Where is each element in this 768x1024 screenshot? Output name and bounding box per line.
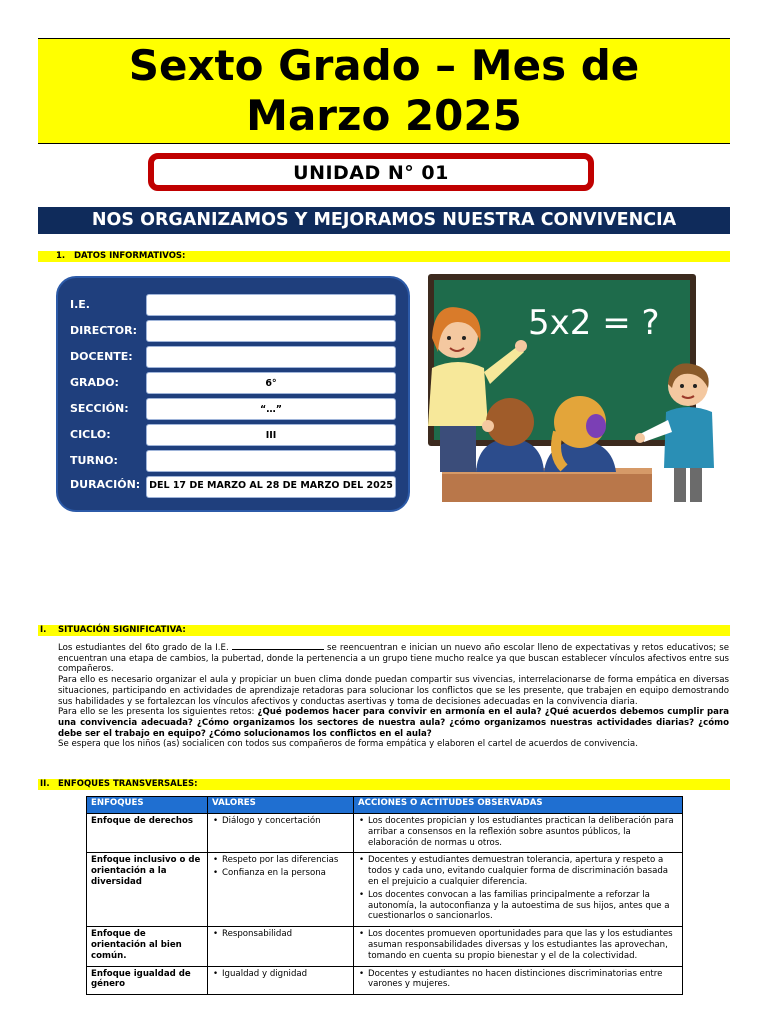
datos-field-seccion[interactable]: “…” (146, 398, 396, 420)
datos-label-turno: TURNO: (70, 454, 118, 467)
acciones-cell (354, 927, 683, 966)
accion-item: • Docentes y estudiantes no hacen distinciones discriminatorias entre varones y mujeres. (358, 969, 678, 991)
table-row (87, 853, 683, 927)
accion-item: • Los docentes propician y los estudiantes practican la deliberación para arribar a consensos en la reflexión sobre asuntos públicos, la elaboración de normas u otros. (358, 816, 678, 848)
datos-field-turno[interactable] (146, 450, 396, 472)
datos-row-director (70, 320, 400, 342)
datos-field-ciclo[interactable]: III (146, 424, 396, 446)
datos-heading-number: 1. (56, 251, 66, 261)
datos-label-duracion: DURACIÓN: (70, 478, 141, 491)
situacion-text (58, 641, 729, 750)
valor-item: • Confianza en la persona (212, 868, 349, 879)
datos-row-ciclo (70, 424, 400, 446)
datos-label-ie: I.E. (70, 298, 90, 311)
situacion-p1-start: Los estudiantes del 6to grado de la I.E. (58, 643, 229, 653)
datos-row-turno (70, 450, 400, 472)
unidad-box (148, 153, 594, 191)
column-header-valores: VALORES (208, 797, 354, 814)
situacion-retos: ¿Qué podemos hacer para convivir en armonía en el aula? ¿Qué acuerdos debemos cumplir para una convivencia adecuada? ¿Cómo organizamos los sectores de nuestra aula? ¿cómo organizamos nuestras actividades diarias? ¿cómo debe ser el trabajo en equipo? ¿Cómo solucionamos los conflictos en el aula? (58, 707, 730, 739)
board-text: 5x2 = ? (528, 303, 660, 343)
desk (442, 472, 652, 502)
situacion-heading-number: I. (40, 625, 47, 635)
situacion-paragraph-1 (58, 641, 729, 675)
unit-title: NOS ORGANIZAMOS Y MEJORAMOS NUESTRA CONVIVENCIA (38, 207, 730, 234)
table-row (87, 966, 683, 995)
datos-label-docente: DOCENTE: (70, 350, 133, 363)
enfoques-heading-number: II. (40, 779, 50, 789)
acciones-cell (354, 814, 683, 853)
valores-cell (208, 814, 354, 853)
datos-field-ie[interactable] (146, 294, 396, 316)
valores-cell (208, 927, 354, 966)
acciones-cell (354, 853, 683, 927)
situacion-paragraph-4: Se espera que los niños (as) socialicen con todos sus compañeros de forma empática y elaboren el cartel de acuerdos de convivencia. (58, 739, 638, 750)
datos-label-seccion: SECCIÓN: (70, 402, 129, 415)
ie-blank-line (232, 641, 324, 650)
enfoques-table (86, 796, 683, 995)
enfoque-cell: Enfoque inclusivo o de orientación a la diversidad (87, 853, 208, 927)
enfoque-cell: Enfoque de derechos (87, 814, 208, 853)
valor-item: • Igualdad y dignidad (212, 969, 349, 980)
datos-row-ie (70, 294, 400, 316)
situacion-paragraph-2: Para ello es necesario organizar el aula y propiciar un buen clima donde puedan compartir sus vivencias, interrelacionarse de forma empática en diversas situaciones, participando en actividades de aprendizaje retadoras para solucionar los conflictos que se les presente, que trabajen en equipo demostrando sus habilidades y se fortalezcan los vínculos afectivos y conductas asertivas y toma de decisiones adecuadas en la convivencia diaria. (58, 675, 729, 707)
column-header-enfoques: ENFOQUES (87, 797, 208, 814)
valor-item: • Diálogo y concertación (212, 816, 349, 827)
table-row (87, 814, 683, 853)
page-title-line-1: Sexto Grado – Mes de (128, 41, 640, 90)
title-banner (38, 38, 730, 144)
accion-item: • Los docentes promueven oportunidades para que las y los estudiantes asuman responsabilidades diversas y los estudiantes las aprovechan, tomando en cuenta su propio bienestar y el de la colectividad. (358, 929, 678, 961)
enfoques-header-row (87, 797, 683, 814)
situacion-p3-start: Para ello se les presenta los siguientes retos: (58, 707, 255, 718)
column-header-acciones: ACCIONES O ACTITUDES OBSERVADAS (354, 797, 683, 814)
accion-item: • Docentes y estudiantes demuestran tolerancia, apertura y respeto a todos y cada uno, evitando cualquier forma de discriminación basada en el prejuicio a cualquier diferencia. (358, 855, 678, 887)
accion-item: • Los docentes convocan a las familias principalmente a reforzar la autonomía, la autoconfianza y la autoestima de sus hijos, antes que a cuestionarlos o sancionarlos. (358, 890, 678, 922)
situacion-paragraph-3 (58, 707, 729, 739)
situacion-p1-end: se reencuentran e inician un nuevo año escolar lleno de expectativas y retos educativos; se encuentran una etapa de cambios, la pubertad, donde la pertenencia a un grupo tiene mucho realce ya que buscan establecer vínculos afectivos entre sus compañeros. (58, 643, 730, 675)
page-title-line-2: Marzo 2025 (246, 91, 522, 140)
valores-cell (208, 966, 354, 995)
datos-row-docente (70, 346, 400, 368)
datos-row-duracion (70, 476, 400, 498)
datos-label-grado: GRADO: (70, 376, 119, 389)
datos-field-duracion[interactable]: DEL 17 DE MARZO AL 28 DE MARZO DEL 2025 (146, 476, 396, 498)
enfoque-cell: Enfoque igualdad de género (87, 966, 208, 995)
situacion-heading-label: SITUACIÓN SIGNIFICATIVA: (58, 625, 186, 635)
datos-field-director[interactable] (146, 320, 396, 342)
acciones-cell (354, 966, 683, 995)
situacion-heading (38, 625, 730, 636)
enfoques-heading (38, 779, 730, 790)
table-row (87, 927, 683, 966)
datos-field-grado[interactable]: 6° (146, 372, 396, 394)
valores-cell (208, 853, 354, 927)
datos-heading (38, 251, 730, 262)
valor-item: • Responsabilidad (212, 929, 349, 940)
unidad-label: UNIDAD N° 01 (293, 162, 449, 184)
datos-row-seccion (70, 398, 400, 420)
enfoque-cell: Enfoque de orientación al bien común. (87, 927, 208, 966)
datos-heading-label: DATOS INFORMATIVOS: (74, 251, 186, 261)
datos-label-ciclo: CICLO: (70, 428, 111, 441)
classroom-illustration (418, 272, 728, 504)
datos-panel (56, 276, 410, 512)
enfoques-heading-label: ENFOQUES TRANSVERSALES: (58, 779, 198, 789)
valor-item: • Respeto por las diferencias (212, 855, 349, 866)
datos-label-director: DIRECTOR: (70, 324, 138, 337)
datos-row-grado (70, 372, 400, 394)
datos-field-docente[interactable] (146, 346, 396, 368)
page-title (38, 41, 730, 141)
